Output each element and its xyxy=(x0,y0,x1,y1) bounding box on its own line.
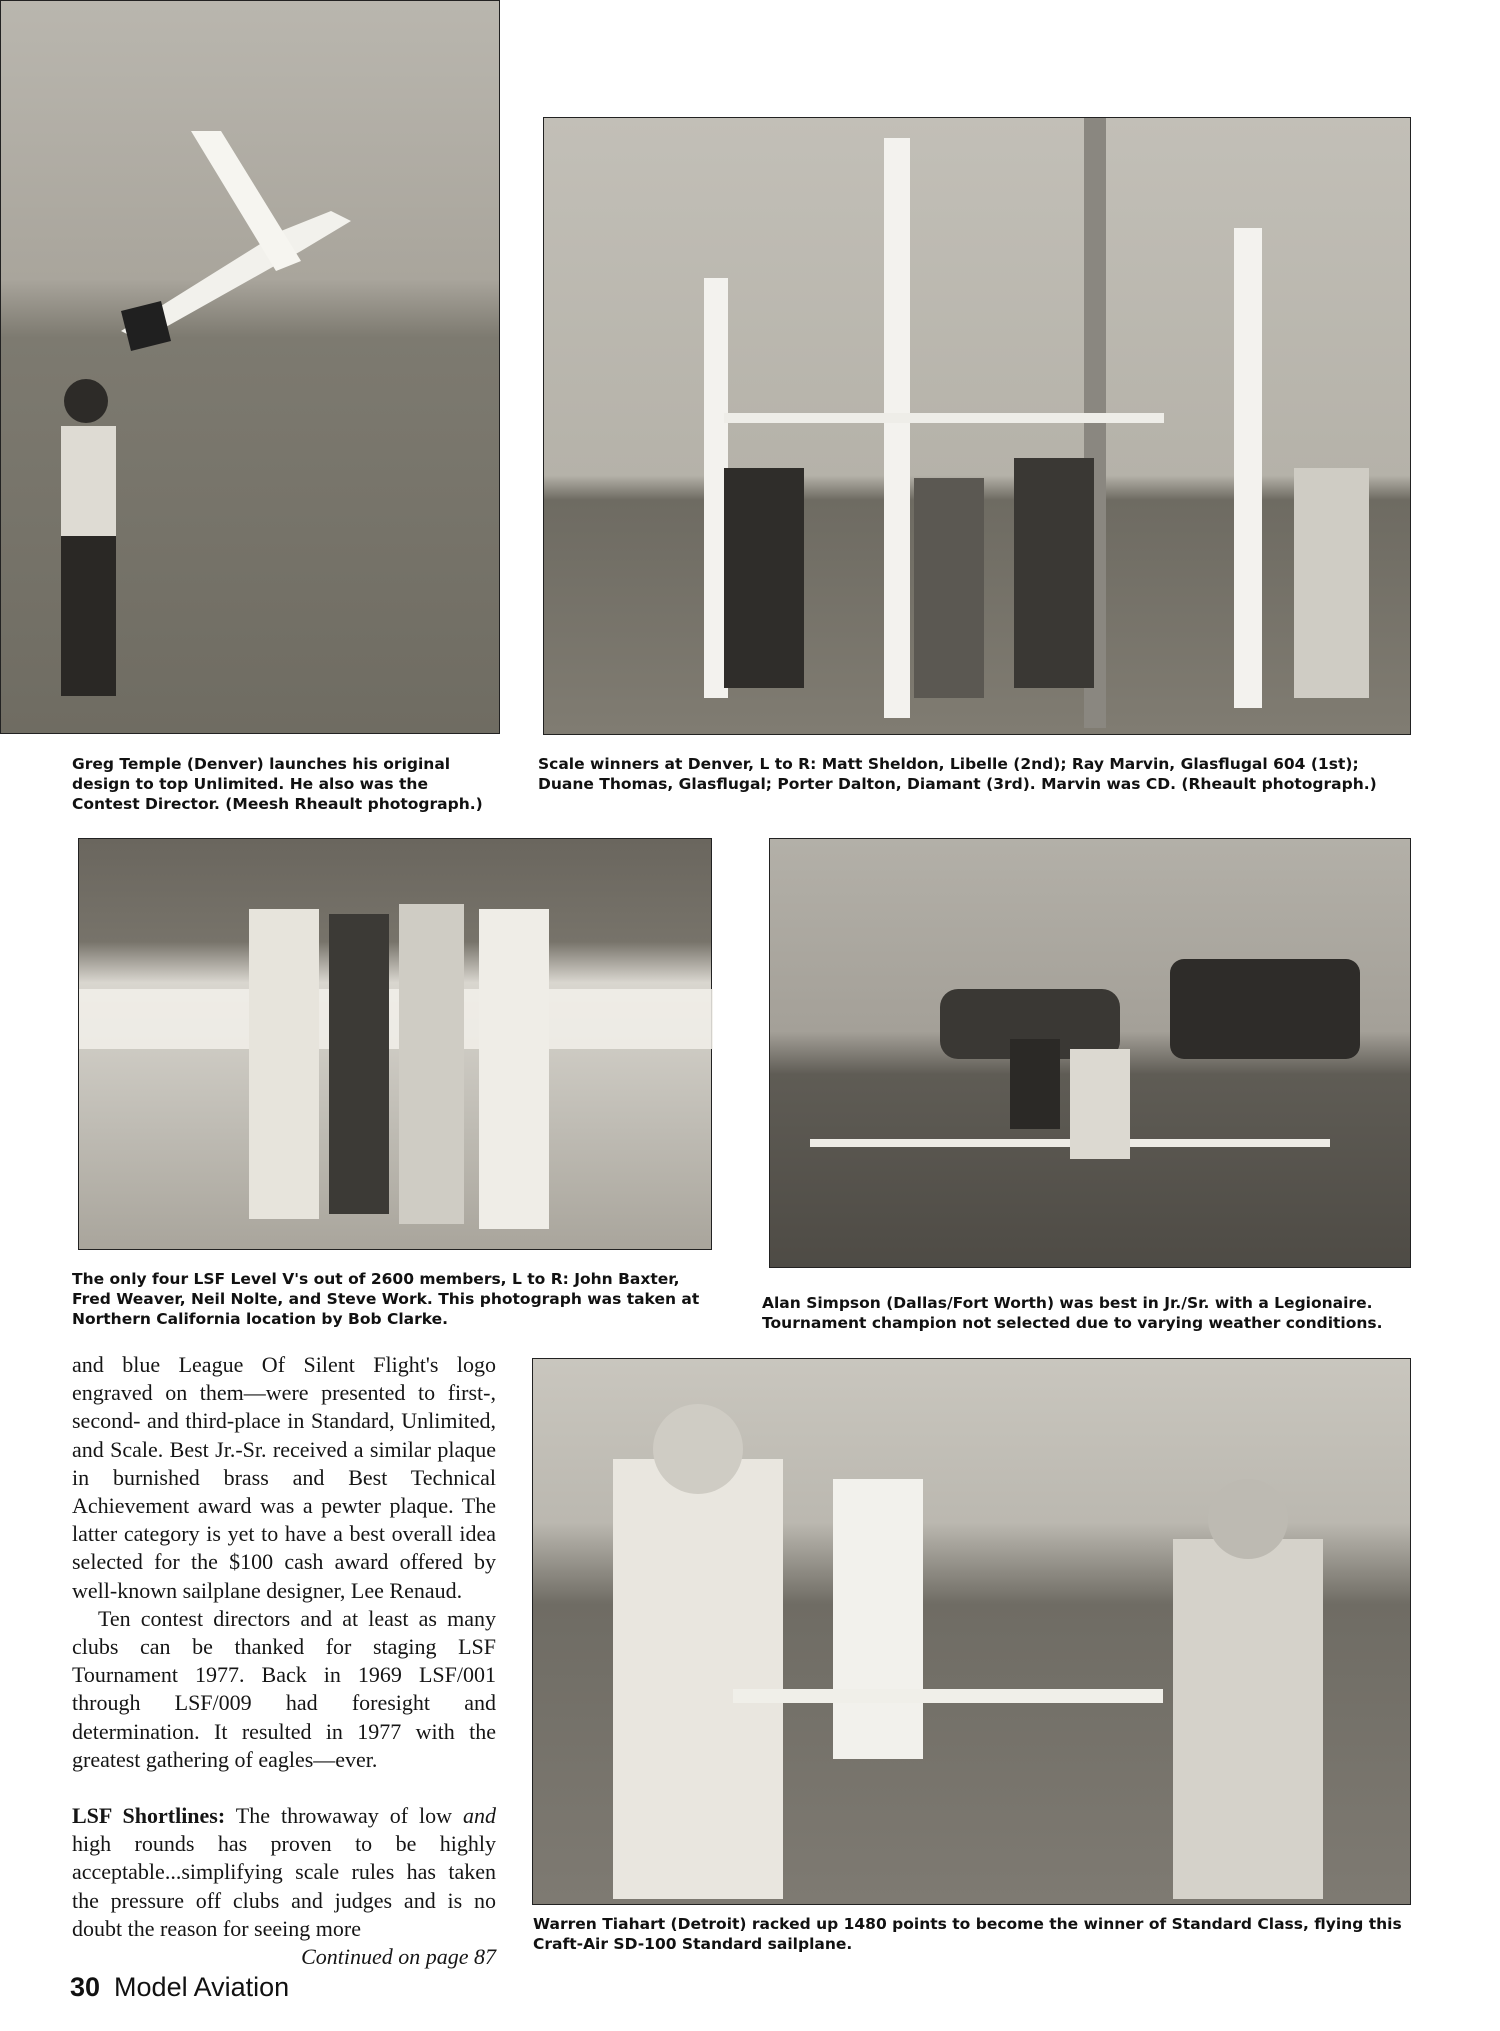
photo-scale-winners-denver xyxy=(543,117,1411,735)
photo-warren-tiahart xyxy=(532,1358,1411,1905)
photo-alan-simpson xyxy=(769,838,1411,1268)
article-paragraph-3-emphasis: and xyxy=(463,1803,496,1829)
sailplane-silhouette-icon xyxy=(101,111,401,351)
photo-greg-temple-launch xyxy=(0,0,500,734)
person-silhouette-icon xyxy=(31,371,151,701)
page-folio xyxy=(70,1972,289,2003)
caption-alan-simpson: Alan Simpson (Dallas/Fort Worth) was best in Jr./Sr. with a Legionaire. Tournament champion not selected due to varying weather conditions. xyxy=(762,1294,1383,1332)
continued-note: Continued on page 87 xyxy=(301,1944,496,1970)
caption-greg-temple: Greg Temple (Denver) launches his original design to top Unlimited. He also was the Contest Director. (Meesh Rheault photograph.) xyxy=(72,755,483,813)
car-and-crew-silhouette-icon xyxy=(770,839,1412,1269)
article-paragraph-3-part-a: The throwaway of low xyxy=(225,1803,463,1829)
article-paragraph-3-part-b: high rounds has proven to be highly acceptable...simplifying scale rules has taken the pressure off clubs and judges and is no doubt the reason for seeing more xyxy=(72,1831,496,1941)
article-paragraph-3 xyxy=(72,1802,496,1943)
caption-scale-winners: Scale winners at Denver, L to R: Matt Sheldon, Libelle (2nd); Ray Marvin, Glasflugal 604 (1st); Duane Thomas, Glasflugal; Porter Dalton, Diamant (3rd). Marvin was CD. (Rheault photograph.) xyxy=(538,755,1377,793)
sailplanes-silhouette-icon xyxy=(544,118,1412,736)
magazine-name: Model Aviation xyxy=(114,1972,290,2002)
article-body xyxy=(72,1351,496,1971)
photo-lsf-level-v-members xyxy=(78,838,712,1250)
caption-warren-tiahart: Warren Tiahart (Detroit) racked up 1480 points to become the winner of Standard Class, flying this Craft-Air SD-100 Standard sailplane. xyxy=(533,1915,1402,1953)
article-paragraph-1: and blue League Of Silent Flight's logo engraved on them—were presented to first-, second- and third-place in Standard, Unlimited, and Scale. Best Jr.-Sr. received a similar plaque in burnished brass and Best Technical Achievement award was a pewter plaque. The latter category is yet to have a best overall idea selected for the $100 cash award offered by well-known sailplane designer, Lee Renaud. xyxy=(72,1352,496,1603)
caption-lsf-level-v: The only four LSF Level V's out of 2600 members, L to R: John Baxter, Fred Weaver, Neil Nolte, and Steve Work. This photograph was taken at Northern California location by Bob Clarke. xyxy=(72,1270,700,1328)
section-lead-lsf-shortlines: LSF Shortlines: xyxy=(72,1803,226,1829)
men-with-sailplane-silhouette-icon xyxy=(533,1359,1412,1906)
article-paragraph-2: Ten contest directors and at least as many clubs can be thanked for staging LSF Tournament 1977. Back in 1969 LSF/001 through LSF/009 had foresight and determination. It resulted in 1977 with the greatest gathering of eagles—ever. xyxy=(72,1605,496,1772)
page-number: 30 xyxy=(70,1972,101,2002)
group-silhouette-icon xyxy=(79,839,713,1251)
